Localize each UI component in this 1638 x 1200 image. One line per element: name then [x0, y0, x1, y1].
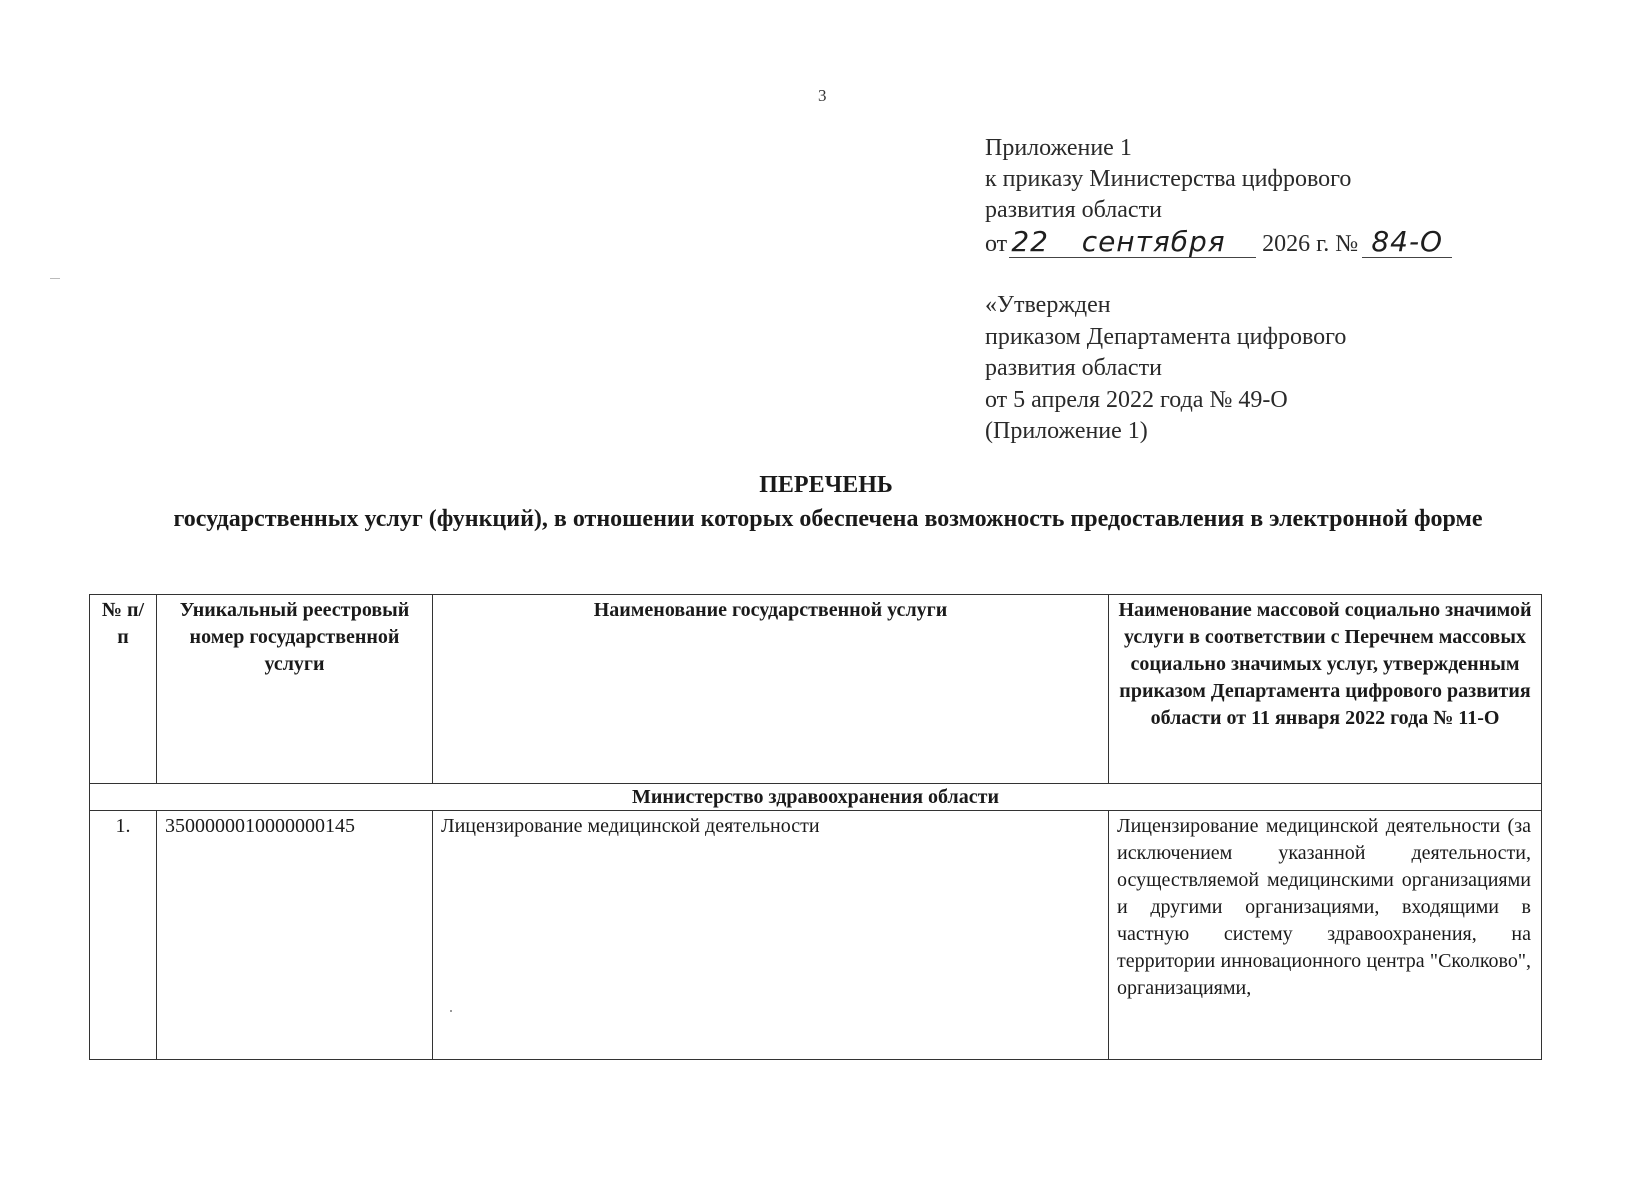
appendix-block [985, 133, 1545, 260]
header-mass-service: Наименование массовой социально значимой услуги в соответствии с Перечнем массовых социально значимых услуг, утвержденным приказом Департамента цифрового развития области от 11 января 2022 года № 11-О [1109, 595, 1542, 784]
header-registry-number: Уникальный реестровый номер государственной услуги [157, 595, 433, 784]
approved-region-line: развития области [985, 355, 1162, 381]
services-table [89, 594, 1542, 1060]
handwritten-day: 22 [1009, 226, 1051, 258]
cell-registry-number: 3500000010000000145 [157, 811, 433, 1060]
table-section-row [90, 784, 1542, 811]
page-number: 3 [818, 86, 827, 105]
cell-mass-service: Лицензирование медицинской деятельности (за исключением указанной деятельности, осуществляемой медицинскими организациями и другими организациями, входящими в частную систему здравоохранения, на территории инновационного центра "Сколково", организациями, [1109, 811, 1542, 1060]
section-ministry-health: Министерство здравоохранения области [90, 784, 1542, 811]
approved-block [985, 290, 1545, 448]
table-row [90, 811, 1542, 1060]
approved-title: «Утвержден [985, 292, 1111, 318]
header-service-name: Наименование государственной услуги [433, 595, 1109, 784]
appendix-title: Приложение 1 [985, 135, 1132, 161]
appendix-date-line [985, 226, 1545, 260]
header-num: № п/п [90, 595, 157, 784]
document-title: ПЕРЕЧЕНЬ [759, 472, 893, 498]
cell-num: 1. [90, 811, 157, 1060]
handwritten-order-number: 84-О [1362, 226, 1452, 258]
scan-dot [450, 1010, 452, 1012]
approved-order-line: приказом Департамента цифрового [985, 323, 1347, 350]
scan-artifact [50, 278, 60, 279]
table-header-row [90, 595, 1542, 784]
date-year: 2026 г. № [1262, 231, 1359, 257]
appendix-region-line: развития области [985, 197, 1162, 223]
cell-service-name: Лицензирование медицинской деятельности [433, 811, 1109, 1060]
appendix-order-line: к приказу Министерства цифрового [985, 166, 1352, 192]
date-prefix: от [985, 231, 1008, 257]
approved-appendix-ref: (Приложение 1) [985, 418, 1148, 444]
handwritten-month: сентября [1051, 226, 1256, 258]
approved-date-line: от 5 апреля 2022 года № 49-О [985, 386, 1288, 413]
document-subtitle: государственных услуг (функций), в отношении которых обеспечена возможность предоставления в электронной форме [173, 506, 1483, 532]
